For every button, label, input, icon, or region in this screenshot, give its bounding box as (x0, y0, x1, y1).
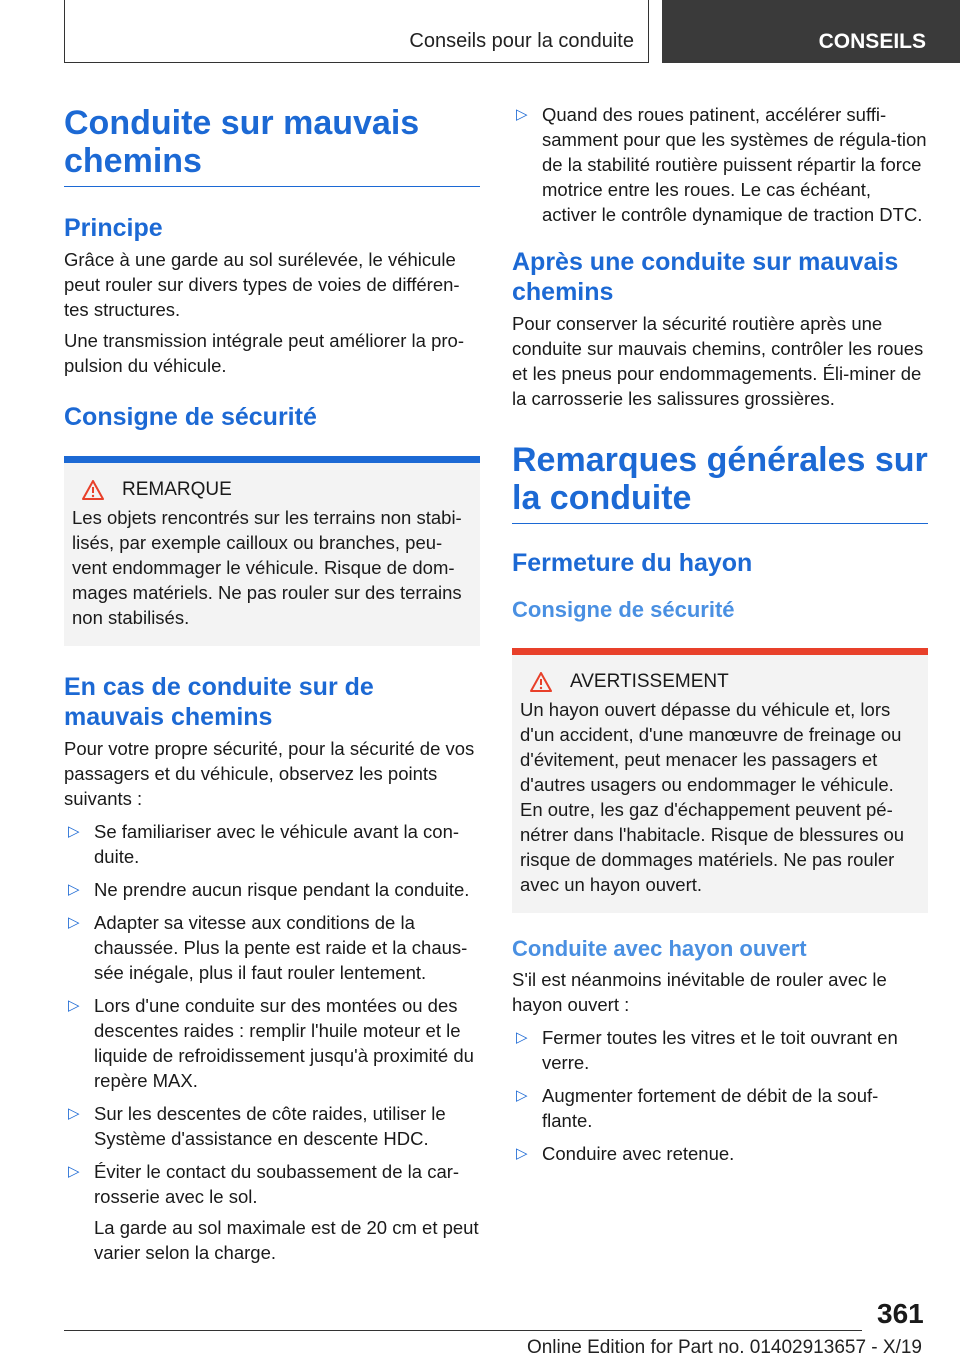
list-item: ▷ Éviter le contact du soubassement de la car-rosserie avec le sol. La garde au sol maximale est de 20 cm et peut varier selon la charge. (68, 1161, 479, 1263)
heading-bad-roads: En cas de conduite sur de mauvais chemins (64, 673, 374, 731)
notice-title: REMARQUE (122, 479, 232, 500)
right-column (512, 96, 928, 1174)
warning-triangle-icon (82, 480, 104, 500)
list-item: ▷ Se familiariser avec le véhicule avant la con-duite. (68, 821, 460, 867)
open-tailgate-intro: S'il est néanmoins inévitable de rouler avec le hayon ouvert : (512, 969, 887, 1015)
warning-header (520, 671, 920, 693)
footer-divider (64, 1330, 862, 1331)
list-item: ▷ Lors d'une conduite sur des montées ou des descentes raides : remplir l'huile moteur et le liquide de refroidissement jusqu'à proximité du repère MAX. (68, 995, 474, 1091)
warning-box (512, 648, 928, 913)
bullet-marker-icon: ▷ (516, 106, 528, 123)
warning-triangle-icon (530, 672, 552, 692)
bullet-marker-icon: ▷ (516, 1145, 528, 1162)
heading-open-tailgate: Conduite avec hayon ouvert (512, 936, 807, 961)
heading-principe: Principe (64, 214, 163, 242)
warning-text: Un hayon ouvert dépasse du véhicule et, lors d'un accident, d'une manœuvre de freinage ou d'évitement, peut menacer les passagers et d'autres usagers ou endommager le véhicule. En outre, les gaz d'échappement peuvent pé-nétrer dans l'habitacle. Risque de blessures ou risque de dommages matériels. Ne pas rouler avec un hayon ouvert. (520, 699, 905, 895)
after-bad-roads-text: Pour conserver la sécurité routière après une conduite sur mauvais chemins, contrôler les roues et les pneus pour endommagements. Éli-miner de la carrosserie les salissures grossières. (512, 313, 924, 409)
notice-box (64, 456, 480, 646)
header-subtitle: Conseils pour la conduite (409, 30, 634, 52)
list-item: ▷ Augmenter fortement de débit de la souf-flante. (516, 1085, 879, 1131)
principe-paragraph-2: Une transmission intégrale peut améliorer la pro-pulsion du véhicule. (64, 330, 464, 376)
page-number: 361 (877, 1298, 924, 1329)
heading-tailgate-safety: Consigne de sécurité (512, 597, 735, 622)
list-item: ▷ Quand des roues patinent, accélérer suffi-samment pour que les systèmes de régula-tion de la stabilité routière puissent répartir la force motrice entre les roues. Le cas échéant, activer le contrôle dynamique de traction DTC. (516, 104, 927, 225)
heading-tailgate: Fermeture du hayon (512, 549, 753, 577)
notice-header (72, 479, 472, 501)
bad-roads-list (64, 819, 480, 1265)
bullet-marker-icon: ▷ (68, 881, 80, 898)
heading-after-bad-roads: Après une conduite sur mauvais chemins (512, 248, 899, 306)
continued-list (512, 102, 928, 227)
section-title-general: Remarques générales sur la conduite (512, 441, 928, 524)
bullet-marker-icon: ▷ (68, 914, 80, 931)
list-item: ▷ Ne prendre aucun risque pendant la conduite. (68, 879, 470, 900)
header-tab: CONSEILS (662, 0, 960, 63)
open-tailgate-list (512, 1025, 928, 1166)
heading-safety: Consigne de sécurité (64, 403, 317, 431)
header-frame (64, 0, 649, 63)
footer-edition: Online Edition for Part no. 01402913657 - X/19 (526, 1337, 922, 1358)
bullet-marker-icon: ▷ (68, 997, 80, 1014)
bullet-marker-icon: ▷ (516, 1087, 528, 1104)
left-column (64, 96, 480, 1273)
notice-text: Les objets rencontrés sur les terrains non stabi-lisés, par exemple cailloux ou branches, peu-vent endommager le véhicule. Risque de dom-mages matériels. Ne pas rouler sur des terrains non stabilisés. (72, 507, 462, 628)
ground-clearance-note: La garde au sol maximale est de 20 cm et peut varier selon la charge. (94, 1217, 479, 1263)
list-item: ▷ Adapter sa vitesse aux conditions de la chaussée. Plus la pente est raide et la chaus-sée inégale, plus il faut rouler lentement. (68, 912, 468, 983)
bullet-marker-icon: ▷ (68, 1105, 80, 1122)
bullet-marker-icon: ▷ (516, 1029, 528, 1046)
bullet-marker-icon: ▷ (68, 823, 80, 840)
list-item: ▷ Fermer toutes les vitres et le toit ouvrant en verre. (516, 1027, 898, 1073)
bullet-marker-icon: ▷ (68, 1163, 80, 1180)
bad-roads-intro: Pour votre propre sécurité, pour la sécurité de vos passagers et du véhicule, observez les points suivants : (64, 738, 475, 809)
section-title-bad-roads: Conduite sur mauvais chemins (64, 104, 480, 187)
warning-title: AVERTISSEMENT (570, 671, 729, 692)
principe-paragraph-1: Grâce à une garde au sol surélevée, le véhicule peut rouler sur divers types de voies de différen-tes structures. (64, 249, 460, 320)
list-item: ▷ Conduire avec retenue. (516, 1143, 735, 1164)
list-item: ▷ Sur les descentes de côte raides, utiliser le Système d'assistance en descente HDC. (68, 1103, 446, 1149)
